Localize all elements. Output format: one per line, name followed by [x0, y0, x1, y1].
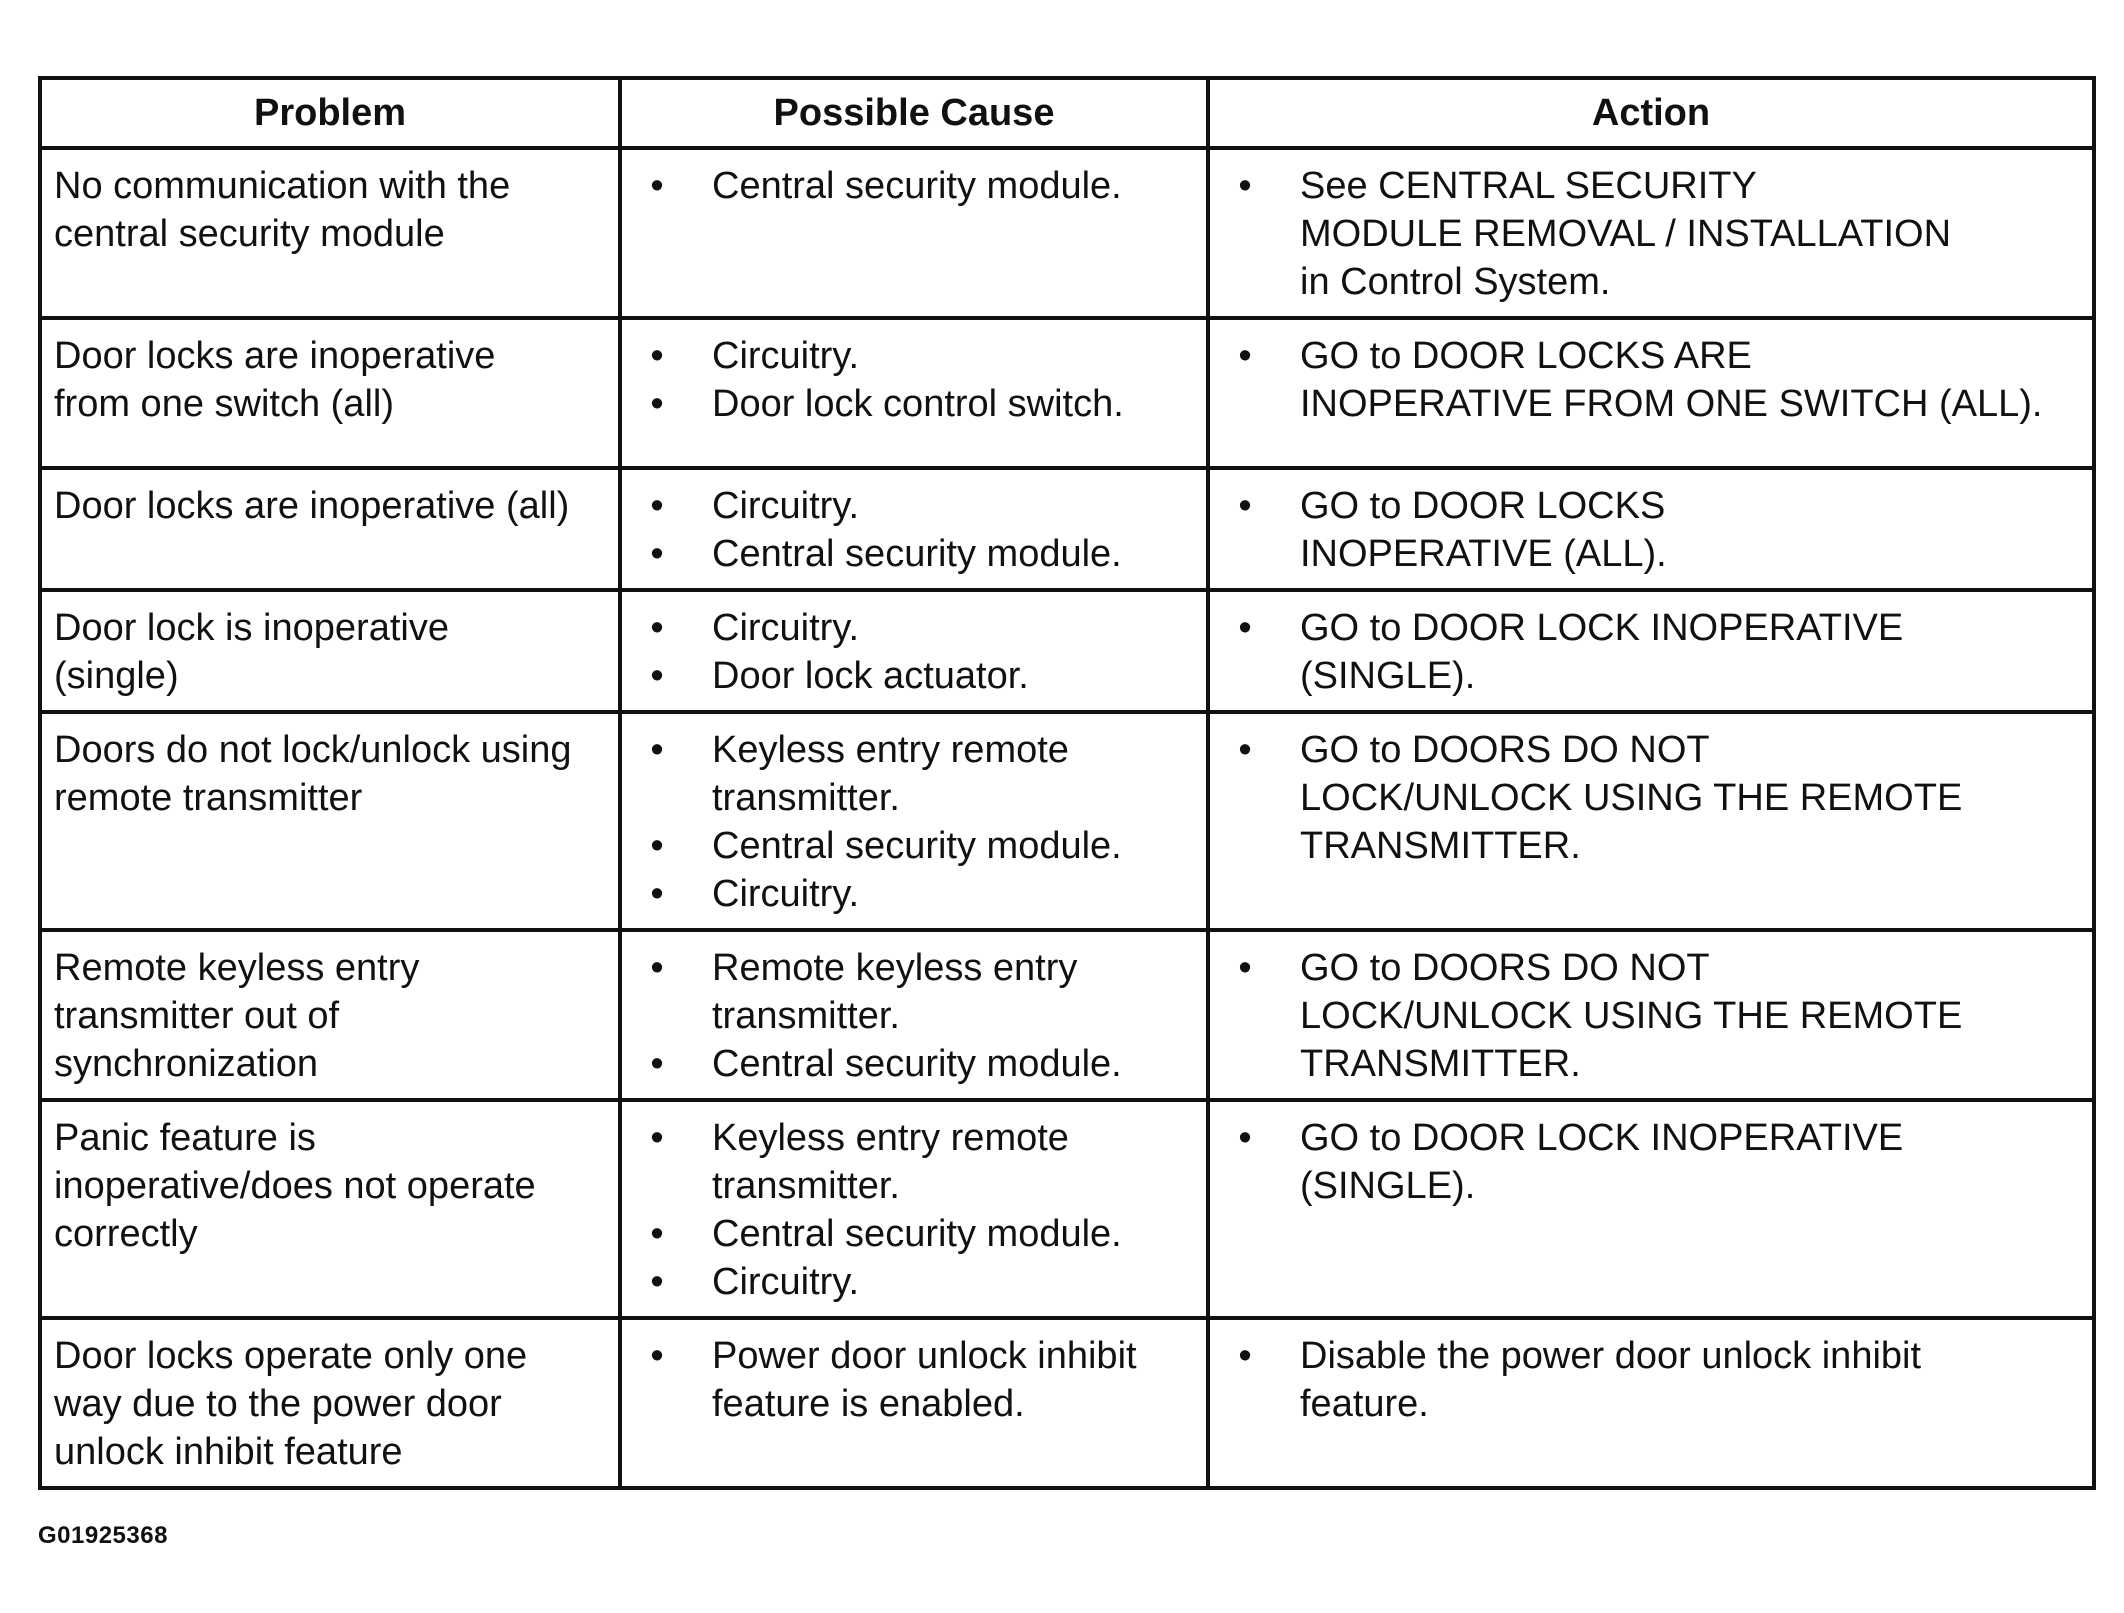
cause-line: Central security module. — [712, 165, 1122, 207]
problem-text — [42, 150, 618, 268]
cause-line: Keyless entry remote — [712, 729, 1069, 771]
bullet-icon: • — [650, 485, 664, 527]
action-cell — [1208, 590, 2094, 712]
bullet-icon: • — [1238, 729, 1252, 771]
bullet-icon: • — [650, 165, 664, 207]
cause-list — [622, 932, 1206, 1098]
action-item — [1210, 162, 2088, 306]
action-line: (SINGLE). — [1300, 1165, 1476, 1207]
problem-line: inoperative/does not operate — [54, 1165, 536, 1207]
bullet-icon: • — [650, 335, 664, 377]
cause-list — [622, 592, 1206, 710]
problem-text — [42, 320, 618, 438]
table-row — [40, 468, 2094, 590]
problem-text — [42, 1102, 618, 1268]
possible-cause-cell — [620, 1318, 1208, 1488]
cause-item — [622, 652, 1196, 700]
cause-line: Circuitry. — [712, 1261, 860, 1303]
problem-line: unlock inhibit feature — [54, 1431, 403, 1473]
cause-line: Circuitry. — [712, 607, 860, 649]
table-row — [40, 712, 2094, 930]
table-row — [40, 590, 2094, 712]
problem-text — [42, 1320, 618, 1486]
possible-cause-cell — [620, 712, 1208, 930]
problem-line: Door locks are inoperative (all) — [54, 485, 570, 527]
cause-item — [622, 870, 1196, 918]
cause-line: Door lock control switch. — [712, 383, 1124, 425]
header-action: Action — [1208, 78, 2094, 148]
action-line: GO to DOOR LOCKS — [1300, 485, 1666, 527]
bullet-icon: • — [650, 1117, 664, 1159]
cause-line: Power door unlock inhibit — [712, 1335, 1137, 1377]
cause-item — [622, 1040, 1196, 1088]
action-item — [1210, 1114, 2088, 1210]
problem-text — [42, 714, 618, 832]
bullet-icon: • — [1238, 1117, 1252, 1159]
table-row — [40, 930, 2094, 1100]
header-problem: Problem — [40, 78, 620, 148]
action-line: (SINGLE). — [1300, 655, 1476, 697]
cause-line: transmitter. — [712, 995, 900, 1037]
action-item — [1210, 332, 2088, 428]
bullet-icon: • — [650, 1261, 664, 1303]
action-line: See CENTRAL SECURITY — [1300, 165, 1757, 207]
problem-line: Door locks are inoperative — [54, 335, 496, 377]
problem-line: Door locks operate only one — [54, 1335, 528, 1377]
action-cell — [1208, 712, 2094, 930]
problem-text — [42, 592, 618, 710]
bullet-icon: • — [1238, 165, 1252, 207]
action-item — [1210, 944, 2088, 1088]
problem-line: synchronization — [54, 1043, 319, 1085]
problem-line: Remote keyless entry — [54, 947, 420, 989]
bullet-icon: • — [650, 607, 664, 649]
problem-line: transmitter out of — [54, 995, 340, 1037]
problem-line: remote transmitter — [54, 777, 363, 819]
bullet-icon: • — [1238, 335, 1252, 377]
table-row — [40, 318, 2094, 468]
action-cell — [1208, 318, 2094, 468]
possible-cause-cell — [620, 1100, 1208, 1318]
action-line: feature. — [1300, 1383, 1429, 1425]
action-line: LOCK/UNLOCK USING THE REMOTE — [1300, 777, 1963, 819]
cause-item — [622, 944, 1196, 1040]
cause-item — [622, 482, 1196, 530]
action-cell — [1208, 468, 2094, 590]
cause-item — [622, 1210, 1196, 1258]
problem-line: way due to the power door — [54, 1383, 502, 1425]
action-line: GO to DOORS DO NOT — [1300, 729, 1710, 771]
cause-item — [622, 726, 1196, 822]
cause-line: transmitter. — [712, 777, 900, 819]
action-line: INOPERATIVE FROM ONE SWITCH (ALL). — [1300, 383, 2043, 425]
problem-line: correctly — [54, 1213, 198, 1255]
possible-cause-cell — [620, 930, 1208, 1100]
problem-line: Door lock is inoperative — [54, 607, 449, 649]
bullet-icon: • — [650, 383, 664, 425]
cause-list — [622, 470, 1206, 588]
action-item — [1210, 726, 2088, 870]
bullet-icon: • — [650, 533, 664, 575]
problem-cell — [40, 148, 620, 318]
bullet-icon: • — [650, 947, 664, 989]
cause-list — [622, 714, 1206, 928]
diagnosis-table — [38, 76, 2096, 1490]
problem-line: from one switch (all) — [54, 383, 394, 425]
table-row — [40, 1100, 2094, 1318]
action-line: GO to DOOR LOCK INOPERATIVE — [1300, 1117, 1904, 1159]
problem-cell — [40, 590, 620, 712]
action-line: GO to DOOR LOCK INOPERATIVE — [1300, 607, 1904, 649]
cause-line: Door lock actuator. — [712, 655, 1029, 697]
problem-text — [42, 932, 618, 1098]
cause-item — [622, 1332, 1196, 1428]
cause-list — [622, 1102, 1206, 1316]
cause-list — [622, 320, 1206, 438]
bullet-icon: • — [650, 1335, 664, 1377]
action-cell — [1208, 1318, 2094, 1488]
bullet-icon: • — [650, 729, 664, 771]
cause-item — [622, 380, 1196, 428]
cause-list — [622, 150, 1206, 220]
possible-cause-cell — [620, 468, 1208, 590]
action-item — [1210, 604, 2088, 700]
cause-item — [622, 1114, 1196, 1210]
bullet-icon: • — [1238, 1335, 1252, 1377]
cause-line: transmitter. — [712, 1165, 900, 1207]
action-line: MODULE REMOVAL / INSTALLATION — [1300, 213, 1952, 255]
cause-line: Central security module. — [712, 1043, 1122, 1085]
action-cell — [1208, 930, 2094, 1100]
action-cell — [1208, 148, 2094, 318]
cause-line: Central security module. — [712, 533, 1122, 575]
problem-cell — [40, 712, 620, 930]
problem-cell — [40, 1100, 620, 1318]
bullet-icon: • — [650, 873, 664, 915]
action-line: TRANSMITTER. — [1300, 1043, 1581, 1085]
problem-line: (single) — [54, 655, 179, 697]
action-item — [1210, 1332, 2088, 1428]
problem-line: Panic feature is — [54, 1117, 316, 1159]
cause-line: Circuitry. — [712, 335, 860, 377]
problem-line: No communication with the — [54, 165, 511, 207]
problem-cell — [40, 1318, 620, 1488]
table-row — [40, 148, 2094, 318]
bullet-icon: • — [1238, 607, 1252, 649]
possible-cause-cell — [620, 318, 1208, 468]
problem-cell — [40, 930, 620, 1100]
cause-item — [622, 1258, 1196, 1306]
problem-line: Doors do not lock/unlock using — [54, 729, 572, 771]
header-row — [40, 78, 2094, 148]
action-line: Disable the power door unlock inhibit — [1300, 1335, 1922, 1377]
action-cell — [1208, 1100, 2094, 1318]
bullet-icon: • — [650, 825, 664, 867]
action-line: GO to DOORS DO NOT — [1300, 947, 1710, 989]
cause-item — [622, 332, 1196, 380]
bullet-icon: • — [1238, 947, 1252, 989]
bullet-icon: • — [650, 655, 664, 697]
action-line: LOCK/UNLOCK USING THE REMOTE — [1300, 995, 1963, 1037]
figure-id: G01925368 — [38, 1522, 168, 1549]
action-line: TRANSMITTER. — [1300, 825, 1581, 867]
cause-line: Central security module. — [712, 825, 1122, 867]
problem-line: central security module — [54, 213, 445, 255]
action-item — [1210, 482, 2088, 578]
table-body — [40, 148, 2094, 1488]
possible-cause-cell — [620, 590, 1208, 712]
action-line: INOPERATIVE (ALL). — [1300, 533, 1667, 575]
cause-item — [622, 822, 1196, 870]
problem-cell — [40, 318, 620, 468]
bullet-icon: • — [650, 1043, 664, 1085]
action-line: GO to DOOR LOCKS ARE — [1300, 335, 1752, 377]
bullet-icon: • — [650, 1213, 664, 1255]
cause-line: Circuitry. — [712, 485, 860, 527]
problem-cell — [40, 468, 620, 590]
cause-item — [622, 162, 1196, 210]
cause-item — [622, 604, 1196, 652]
cause-line: Circuitry. — [712, 873, 860, 915]
cause-item — [622, 530, 1196, 578]
possible-cause-cell — [620, 148, 1208, 318]
cause-line: feature is enabled. — [712, 1383, 1025, 1425]
cause-list — [622, 1320, 1206, 1438]
table-row — [40, 1318, 2094, 1488]
cause-line: Remote keyless entry — [712, 947, 1078, 989]
cause-line: Keyless entry remote — [712, 1117, 1069, 1159]
bullet-icon: • — [1238, 485, 1252, 527]
action-line: in Control System. — [1300, 261, 1611, 303]
header-possible-cause: Possible Cause — [620, 78, 1208, 148]
cause-line: Central security module. — [712, 1213, 1122, 1255]
problem-text — [42, 470, 618, 540]
